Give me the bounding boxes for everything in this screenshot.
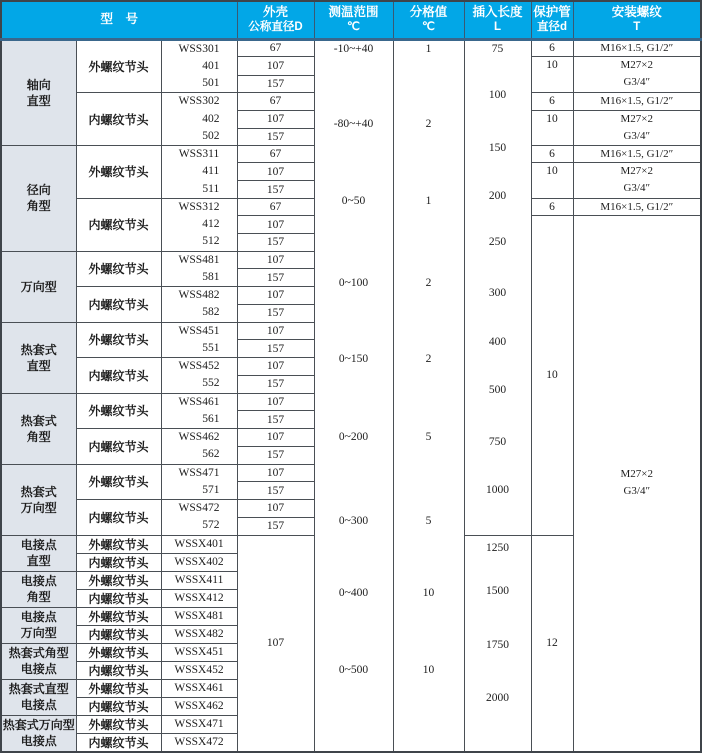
shell-diameter-cell: 107 [237, 216, 314, 234]
thread-type-cell: 外螺纹节头 [76, 679, 161, 697]
tube-diameter-cell: 12 [531, 535, 573, 752]
insertion-length-column-upper [464, 39, 531, 535]
category-cell: 电接点 角型 [1, 571, 76, 607]
insertion-length-value: 100 [488, 89, 507, 102]
category-cell: 热套式 直型 [1, 322, 76, 393]
shell-diameter-cell: 107 [237, 358, 314, 376]
division-value: 10 [422, 664, 435, 677]
shell-diameter-cell: 157 [237, 482, 314, 500]
model-group-cell: WSS462 562 [161, 429, 237, 465]
thread-type-cell: 内螺纹节头 [76, 589, 161, 607]
insertion-length-value: 1750 [486, 639, 510, 652]
mounting-thread-cell: M16×1.5, G1/2″ [573, 93, 701, 110]
header-row [1, 1, 701, 39]
col-header-model: 型 号 [1, 1, 237, 39]
temp-range-value: 0~100 [338, 276, 369, 289]
model-group-cell: WSS311 411 511 [161, 146, 237, 199]
shell-diameter-cell: 67 [237, 198, 314, 215]
tube-diameter-cell: 6 [531, 39, 573, 56]
model-cell: WSSX412 [161, 589, 237, 607]
mounting-thread-cell: M16×1.5, G1/2″ [573, 146, 701, 163]
category-cell: 径向 角型 [1, 146, 76, 252]
thread-type-cell: 内螺纹节头 [76, 500, 161, 536]
shell-diameter-cell: 107 [237, 56, 314, 75]
shell-diameter-cell: 67 [237, 93, 314, 110]
tube-diameter-cell: 10 [531, 163, 573, 199]
thread-type-cell: 内螺纹节头 [76, 553, 161, 571]
col-header-division: 分格值 ℃ [393, 1, 464, 39]
shell-diameter-cell: 67 [237, 39, 314, 56]
model-group-cell: WSS302 402 502 [161, 93, 237, 146]
shell-diameter-cell: 157 [237, 340, 314, 358]
insertion-length-value: 750 [488, 435, 507, 448]
shell-diameter-cell: 157 [237, 75, 314, 93]
tube-diameter-cell: 6 [531, 146, 573, 163]
thread-type-cell: 内螺纹节头 [76, 733, 161, 752]
model-cell: WSSX451 [161, 643, 237, 661]
insertion-length-value: 2000 [486, 691, 510, 704]
thread-type-cell: 外螺纹节头 [76, 251, 161, 287]
category-cell: 电接点 直型 [1, 535, 76, 571]
temp-range-column [314, 39, 393, 752]
shell-diameter-cell: 107 [237, 251, 314, 269]
shell-diameter-cell: 157 [237, 269, 314, 287]
col-header-tube-diameter: 保护管 直径d [531, 1, 573, 39]
thread-type-cell: 内螺纹节头 [76, 287, 161, 323]
model-cell: WSSX462 [161, 697, 237, 715]
shell-diameter-cell: 107 [237, 464, 314, 482]
model-cell: WSSX481 [161, 607, 237, 625]
temp-range-value: 0~400 [338, 586, 369, 599]
col-header-mount-thread: 安装螺纹 T [573, 1, 701, 39]
thread-type-cell: 内螺纹节头 [76, 625, 161, 643]
shell-diameter-cell: 157 [237, 517, 314, 535]
division-value: 5 [425, 430, 432, 443]
thread-type-cell: 内螺纹节头 [76, 661, 161, 679]
thread-type-cell: 外螺纹节头 [76, 715, 161, 733]
model-cell: WSSX402 [161, 553, 237, 571]
thread-type-cell: 内螺纹节头 [76, 198, 161, 251]
tube-diameter-cell: 10 [531, 56, 573, 93]
thread-type-cell: 外螺纹节头 [76, 607, 161, 625]
shell-diameter-cell: 157 [237, 411, 314, 429]
temp-range-value: 0~500 [338, 664, 369, 677]
shell-diameter-cell: 107 [237, 500, 314, 518]
model-cell: WSSX401 [161, 535, 237, 553]
table-row [1, 39, 701, 56]
category-cell: 热套式 角型 [1, 393, 76, 464]
category-cell: 电接点 万向型 [1, 607, 76, 643]
col-header-shell-diameter: 外壳 公称直径D [237, 1, 314, 39]
temp-range-value: 0~200 [338, 430, 369, 443]
thread-type-cell: 外螺纹节头 [76, 39, 161, 93]
division-value: 1 [425, 194, 432, 207]
category-cell: 热套式角型 电接点 [1, 643, 76, 679]
model-cell: WSSX452 [161, 661, 237, 679]
insertion-length-value: 250 [488, 236, 507, 249]
insertion-length-value: 150 [488, 141, 507, 154]
division-value: 5 [425, 515, 432, 528]
model-group-cell: WSS472 572 [161, 500, 237, 536]
tube-diameter-cell: 6 [531, 198, 573, 215]
mounting-thread-cell: M27×2 G3/4″ [573, 110, 701, 146]
mounting-thread-cell: M16×1.5, G1/2″ [573, 39, 701, 56]
insertion-length-value: 1250 [486, 542, 510, 555]
shell-diameter-cell: 107 [237, 163, 314, 181]
thread-type-cell: 内螺纹节头 [76, 697, 161, 715]
thread-type-cell: 内螺纹节头 [76, 429, 161, 465]
col-header-insertion-length: 插入长度 L [464, 1, 531, 39]
shell-diameter-cell: 107 [237, 110, 314, 128]
shell-diameter-cell: 107 [237, 393, 314, 411]
temp-range-value: 0~300 [338, 515, 369, 528]
model-group-cell: WSS312 412 512 [161, 198, 237, 251]
division-value: 2 [425, 117, 432, 130]
shell-diameter-cell: 67 [237, 146, 314, 163]
model-group-cell: WSS452 552 [161, 358, 237, 394]
model-group-cell: WSS461 561 [161, 393, 237, 429]
thread-type-cell: 外螺纹节头 [76, 464, 161, 500]
insertion-length-value: 1500 [486, 585, 510, 598]
model-group-cell: WSS451 551 [161, 322, 237, 358]
insertion-length-value: 1000 [486, 483, 510, 496]
model-cell: WSSX461 [161, 679, 237, 697]
thread-type-cell: 内螺纹节头 [76, 358, 161, 394]
temp-range-value: 0~150 [338, 353, 369, 366]
insertion-length-value: 75 [491, 43, 504, 56]
model-group-cell: WSS482 582 [161, 287, 237, 323]
division-value: 2 [425, 276, 432, 289]
category-cell: 万向型 [1, 251, 76, 322]
model-group-cell: WSS471 571 [161, 464, 237, 500]
shell-diameter-cell: 157 [237, 234, 314, 251]
shell-diameter-cell: 157 [237, 375, 314, 393]
model-group-cell: WSS301 401 501 [161, 39, 237, 93]
temp-range-value: -10~+40 [333, 43, 374, 56]
tube-diameter-cell: 10 [531, 216, 573, 536]
thread-type-cell: 内螺纹节头 [76, 93, 161, 146]
insertion-length-value: 500 [488, 384, 507, 397]
model-cell: WSSX411 [161, 571, 237, 589]
division-value: 2 [425, 353, 432, 366]
thread-type-cell: 外螺纹节头 [76, 643, 161, 661]
temp-range-value: -80~+40 [333, 117, 374, 130]
shell-diameter-cell: 107 [237, 287, 314, 305]
mounting-thread-cell: M27×2 G3/4″ [573, 163, 701, 199]
insertion-length-value: 300 [488, 286, 507, 299]
model-cell: WSSX471 [161, 715, 237, 733]
shell-diameter-cell: 107 [237, 429, 314, 447]
model-cell: WSSX482 [161, 625, 237, 643]
category-cell: 热套式万向型 电接点 [1, 715, 76, 752]
mounting-thread-cell: M16×1.5, G1/2″ [573, 198, 701, 215]
division-column [393, 39, 464, 752]
thread-type-cell: 外螺纹节头 [76, 146, 161, 199]
tube-diameter-cell: 10 [531, 110, 573, 146]
mounting-thread-cell: M27×2 G3/4″ [573, 216, 701, 752]
shell-diameter-cell: 157 [237, 304, 314, 322]
thread-type-cell: 外螺纹节头 [76, 322, 161, 358]
model-cell: WSSX472 [161, 733, 237, 752]
division-value: 10 [422, 586, 435, 599]
insertion-length-value: 400 [488, 336, 507, 349]
shell-diameter-cell: 107 [237, 535, 314, 752]
category-cell: 轴向 直型 [1, 39, 76, 146]
category-cell: 热套式 万向型 [1, 464, 76, 535]
model-group-cell: WSS481 581 [161, 251, 237, 287]
shell-diameter-cell: 107 [237, 322, 314, 340]
thread-type-cell: 外螺纹节头 [76, 571, 161, 589]
division-value: 1 [425, 43, 432, 56]
thread-type-cell: 外螺纹节头 [76, 535, 161, 553]
tube-diameter-cell: 6 [531, 93, 573, 110]
shell-diameter-cell: 157 [237, 446, 314, 464]
insertion-length-column-lower [464, 535, 531, 752]
thread-type-cell: 外螺纹节头 [76, 393, 161, 429]
insertion-length-value: 200 [488, 190, 507, 203]
category-cell: 热套式直型 电接点 [1, 679, 76, 715]
col-header-temp-range: 测温范围 ℃ [314, 1, 393, 39]
temp-range-value: 0~50 [341, 194, 366, 207]
mounting-thread-cell: M27×2 G3/4″ [573, 56, 701, 93]
shell-diameter-cell: 157 [237, 181, 314, 199]
shell-diameter-cell: 157 [237, 128, 314, 146]
